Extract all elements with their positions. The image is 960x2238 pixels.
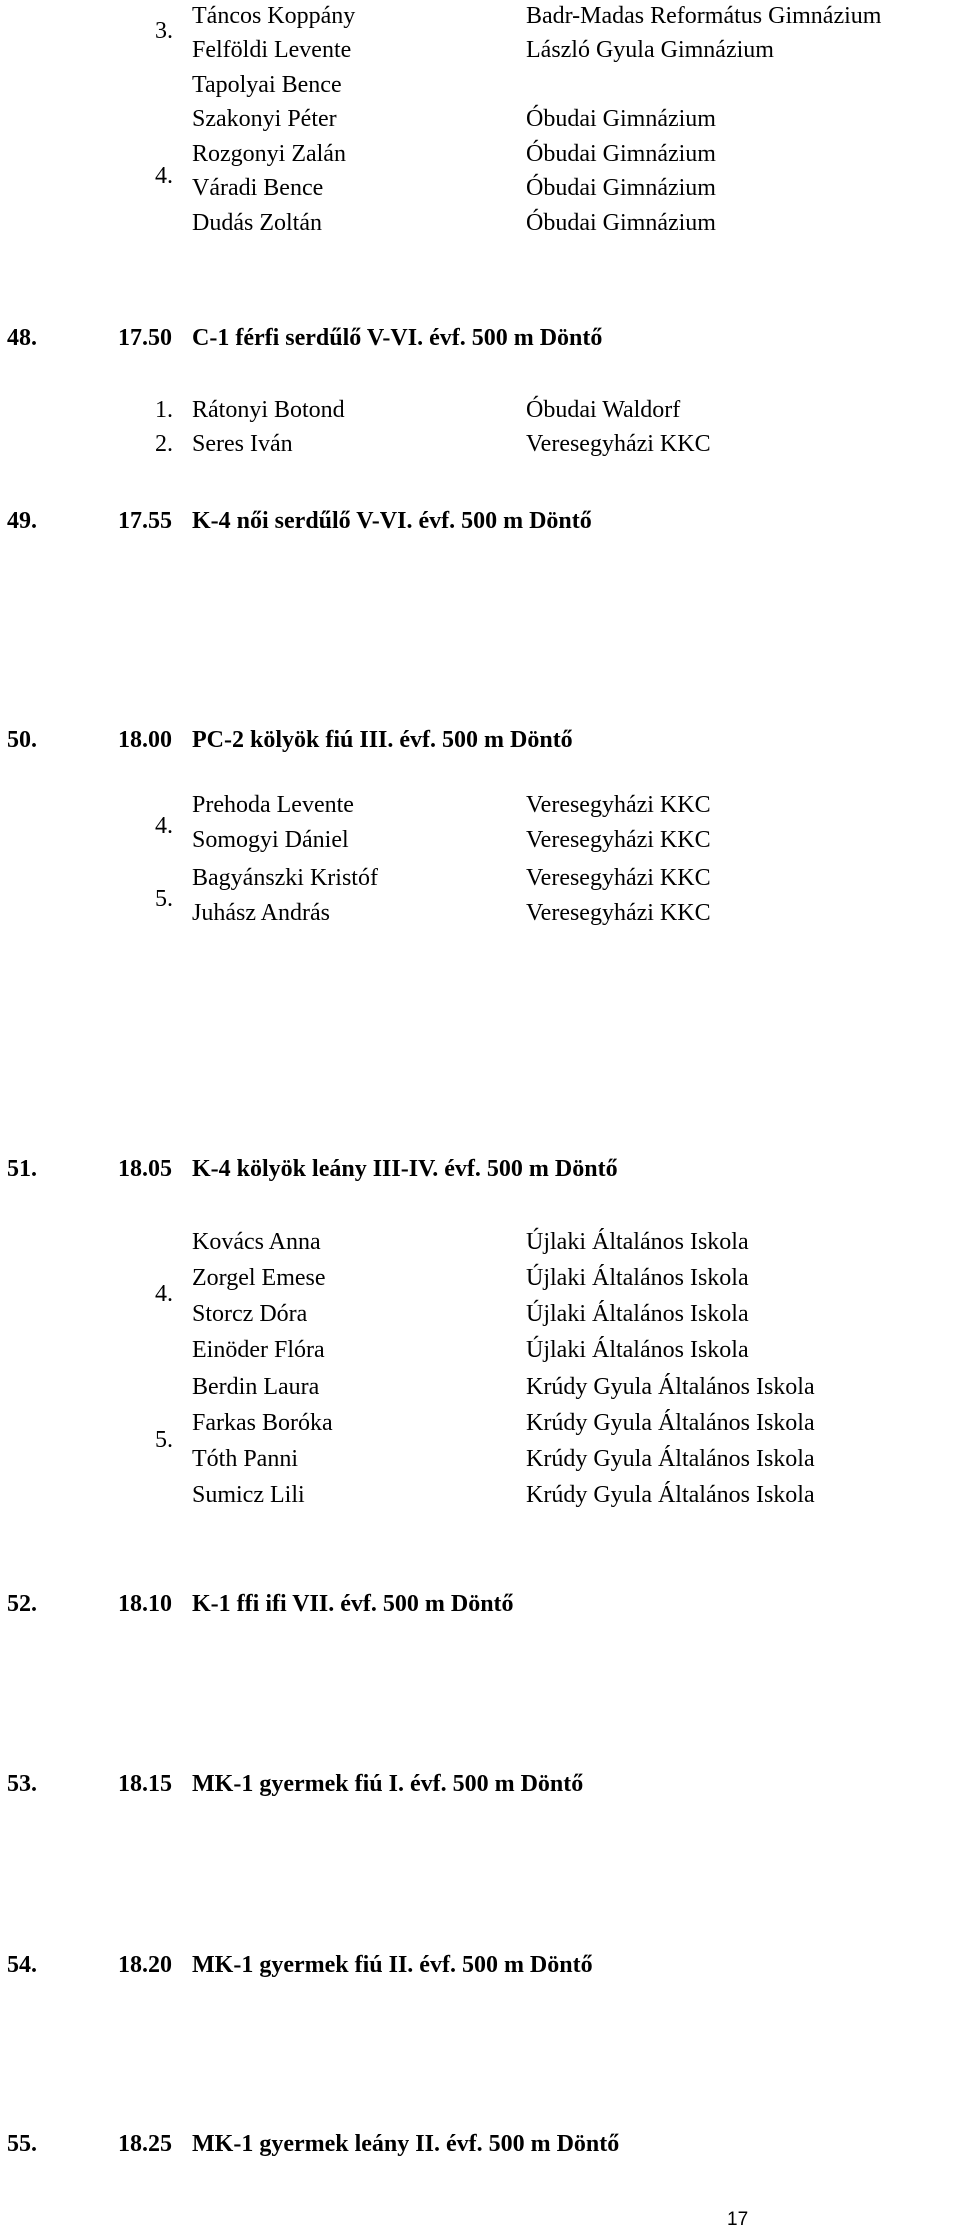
athlete-name: Sumicz Lili bbox=[192, 1482, 305, 1508]
rank-label: 5. bbox=[155, 1427, 173, 1453]
athlete-name: Storcz Dóra bbox=[192, 1301, 308, 1327]
athlete-name: Dudás Zoltán bbox=[192, 210, 322, 236]
athlete-name: Berdin Laura bbox=[192, 1374, 320, 1400]
club-name: Újlaki Általános Iskola bbox=[526, 1265, 749, 1291]
athlete-name: Rozgonyi Zalán bbox=[192, 141, 346, 167]
race-time: 18.10 bbox=[118, 1591, 172, 1617]
athlete-name: Tapolyai Bence bbox=[192, 72, 342, 98]
club-name: Óbudai Waldorf bbox=[526, 397, 681, 423]
race-number: 51. bbox=[7, 1156, 37, 1182]
race-number: 53. bbox=[7, 1771, 37, 1797]
page-number: 17 bbox=[727, 2209, 749, 2230]
athlete-name: Tóth Panni bbox=[192, 1446, 298, 1472]
club-name: Óbudai Gimnázium bbox=[526, 210, 716, 236]
rank-label: 3. bbox=[155, 18, 173, 44]
race-number: 49. bbox=[7, 508, 37, 534]
race-time: 18.15 bbox=[118, 1771, 172, 1797]
race-number: 48. bbox=[7, 325, 37, 351]
club-name: László Gyula Gimnázium bbox=[526, 37, 774, 63]
athlete-name: Juhász András bbox=[192, 900, 330, 926]
race-time: 18.25 bbox=[118, 2131, 172, 2157]
athlete-name: Rátonyi Botond bbox=[192, 397, 345, 423]
race-time: 17.55 bbox=[118, 508, 172, 534]
athlete-name: Somogyi Dániel bbox=[192, 827, 349, 853]
club-name: Veresegyházi KKC bbox=[526, 865, 711, 891]
race-number: 52. bbox=[7, 1591, 37, 1617]
rank-label: 1. bbox=[155, 397, 173, 423]
race-title: C-1 férfi serdűlő V-VI. évf. 500 m Döntő bbox=[192, 325, 603, 351]
race-title: MK-1 gyermek leány II. évf. 500 m Döntő bbox=[192, 2131, 620, 2157]
race-number: 55. bbox=[7, 2131, 37, 2157]
rank-label: 4. bbox=[155, 813, 173, 839]
athlete-name: Prehoda Levente bbox=[192, 792, 354, 818]
athlete-name: Einöder Flóra bbox=[192, 1337, 325, 1363]
club-name: Újlaki Általános Iskola bbox=[526, 1337, 749, 1363]
race-title: K-4 kölyök leány III-IV. évf. 500 m Döntő bbox=[192, 1156, 618, 1182]
race-title: MK-1 gyermek fiú II. évf. 500 m Döntő bbox=[192, 1952, 593, 1978]
rank-label: 4. bbox=[155, 1281, 173, 1307]
club-name: Krúdy Gyula Általános Iskola bbox=[526, 1410, 815, 1436]
club-name: Újlaki Általános Iskola bbox=[526, 1301, 749, 1327]
athlete-name: Zorgel Emese bbox=[192, 1265, 326, 1291]
club-name: Óbudai Gimnázium bbox=[526, 175, 716, 201]
race-time: 18.20 bbox=[118, 1952, 172, 1978]
club-name: Veresegyházi KKC bbox=[526, 792, 711, 818]
race-title: K-4 női serdűlő V-VI. évf. 500 m Döntő bbox=[192, 508, 592, 534]
athlete-name: Felföldi Levente bbox=[192, 37, 352, 63]
club-name: Krúdy Gyula Általános Iskola bbox=[526, 1446, 815, 1472]
race-title: K-1 ffi ifi VII. évf. 500 m Döntő bbox=[192, 1591, 514, 1617]
athlete-name: Seres Iván bbox=[192, 431, 293, 457]
club-name: Óbudai Gimnázium bbox=[526, 106, 716, 132]
club-name: Krúdy Gyula Általános Iskola bbox=[526, 1482, 815, 1508]
club-name: Krúdy Gyula Általános Iskola bbox=[526, 1374, 815, 1400]
race-title: PC-2 kölyök fiú III. évf. 500 m Döntő bbox=[192, 727, 573, 753]
athlete-name: Szakonyi Péter bbox=[192, 106, 337, 132]
race-time: 17.50 bbox=[118, 325, 172, 351]
athlete-name: Bagyánszki Kristóf bbox=[192, 865, 378, 891]
athlete-name: Táncos Koppány bbox=[192, 3, 356, 29]
club-name: Óbudai Gimnázium bbox=[526, 141, 716, 167]
race-title: MK-1 gyermek fiú I. évf. 500 m Döntő bbox=[192, 1771, 584, 1797]
race-time: 18.05 bbox=[118, 1156, 172, 1182]
rank-label: 4. bbox=[155, 163, 173, 189]
rank-label: 5. bbox=[155, 886, 173, 912]
club-name: Veresegyházi KKC bbox=[526, 827, 711, 853]
athlete-name: Váradi Bence bbox=[192, 175, 324, 201]
race-time: 18.00 bbox=[118, 727, 172, 753]
club-name: Újlaki Általános Iskola bbox=[526, 1229, 749, 1255]
race-number: 54. bbox=[7, 1952, 37, 1978]
athlete-name: Farkas Boróka bbox=[192, 1410, 333, 1436]
rank-label: 2. bbox=[155, 431, 173, 457]
club-name: Veresegyházi KKC bbox=[526, 900, 711, 926]
club-name: Veresegyházi KKC bbox=[526, 431, 711, 457]
club-name: Badr-Madas Református Gimnázium bbox=[526, 3, 882, 29]
athlete-name: Kovács Anna bbox=[192, 1229, 321, 1255]
race-number: 50. bbox=[7, 727, 37, 753]
